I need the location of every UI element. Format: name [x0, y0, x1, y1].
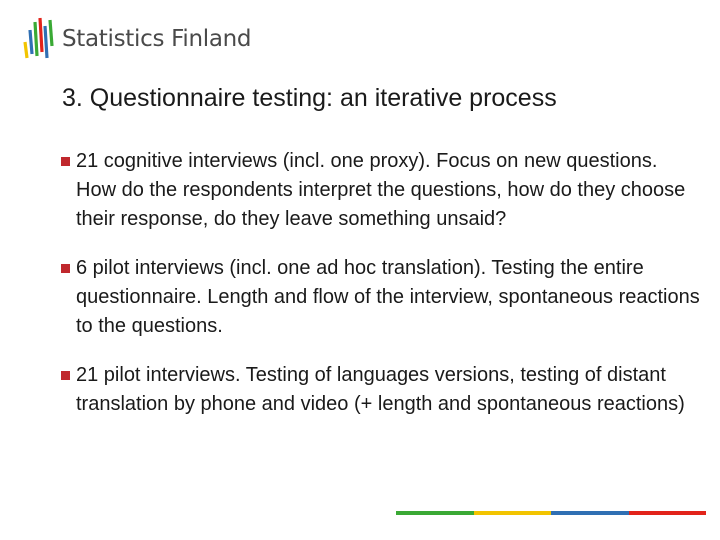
- footer-stripe-segment: [629, 511, 707, 515]
- footer-stripe-segment: [551, 511, 629, 515]
- footer-stripe-segment: [396, 511, 474, 515]
- footer-color-stripe: [396, 511, 706, 515]
- bullet-list: [60, 147, 700, 439]
- bullet-square-icon: [61, 264, 70, 273]
- bullet-item: [60, 361, 700, 419]
- slide-title: 3. Questionnaire testing: an iterative process: [62, 84, 557, 112]
- bullet-item: [60, 147, 700, 234]
- statistics-finland-logo-mark-icon: [22, 16, 56, 62]
- bullet-item: [60, 254, 700, 341]
- bullet-square-icon: [61, 157, 70, 166]
- footer-stripe-segment: [474, 511, 552, 515]
- logo-text: Statistics Finland: [62, 26, 252, 52]
- bullet-text: 21 cognitive interviews (incl. one proxy). Focus on new questions. How do the respondents interpret the questions, how do they choose their response, do they leave something unsaid?: [76, 150, 686, 230]
- statistics-finland-logo: [22, 16, 251, 62]
- bullet-text: 21 pilot interviews. Testing of languages versions, testing of distant translation by phone and video (+ length and spontaneous reactions): [76, 364, 685, 415]
- bullet-text: 6 pilot interviews (incl. one ad hoc translation). Testing the entire questionnaire. Length and flow of the interview, spontaneous reactions to the questions.: [76, 257, 700, 337]
- bullet-square-icon: [61, 371, 70, 380]
